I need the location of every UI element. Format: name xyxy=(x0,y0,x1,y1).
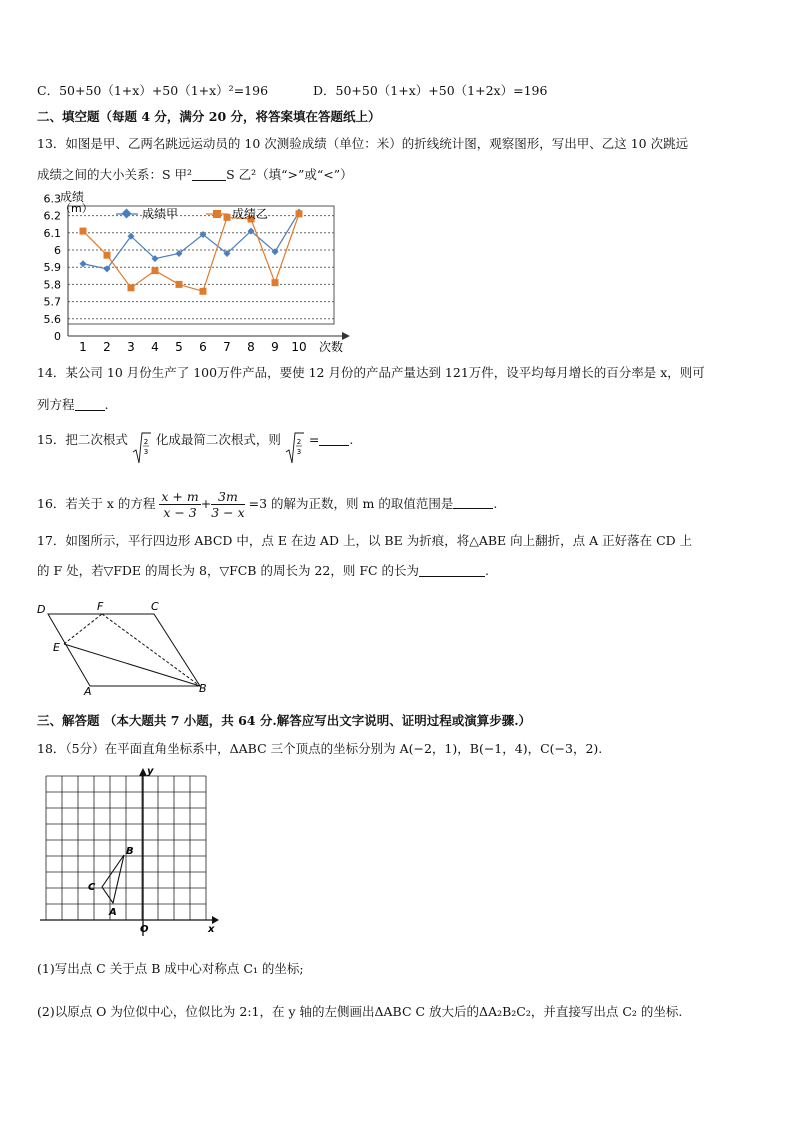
label-e: E xyxy=(53,641,60,654)
legend-label-yi: 成绩乙 xyxy=(232,207,269,221)
x-tick-label: 1 xyxy=(79,340,87,354)
x-tick-label: 7 xyxy=(223,340,231,354)
y-tick-label: 6.3 xyxy=(43,192,61,206)
q14-line1: 14．某公司 10 月份生产了 100万件产品，要使 12 月份的产品产量达到 121万件，设平均每月增长的百分率是 x，则可 xyxy=(37,365,705,380)
sqrt-num-2: 2 xyxy=(296,438,302,446)
section3-heading: 三、解答题 （本大题共 7 小题，共 64 分.解答应写出文字说明、证明过程或演算步骤.） xyxy=(37,713,532,728)
x-tick-label: 5 xyxy=(175,340,183,354)
data-point-1-9 xyxy=(296,210,303,217)
q16-f2-num: 3m xyxy=(211,489,244,505)
line-chart xyxy=(30,188,370,360)
point-c-label: C xyxy=(88,882,96,893)
coordinate-grid xyxy=(36,764,226,944)
section2-heading: 二、填空题（每题 4 分，满分 20 分，将答案填在答题纸上） xyxy=(37,109,381,124)
sqrt-two-thirds-2 xyxy=(285,430,305,466)
data-point-1-2 xyxy=(128,284,135,291)
y-tick-label: 5.8 xyxy=(43,278,61,292)
q18-part1: (1)写出点 C 关于点 B 成中心对称点 C₁ 的坐标; xyxy=(37,961,304,976)
q16-f2-den: 3 − x xyxy=(211,505,245,520)
sqrt-two-thirds-1 xyxy=(132,430,152,466)
fold-line-be xyxy=(64,644,200,686)
x-tick-label: 9 xyxy=(271,340,279,354)
q17-answer-blank xyxy=(419,564,485,577)
q15-mid: 化成最简二次根式，则 xyxy=(155,432,281,447)
q18-part2: (2)以原点 O 为位似中心，位似比为 2:1，在 y 轴的左侧画出ΔABC C 放大后的ΔA₂B₂C₂，并直接写出点 C₂ 的坐标. xyxy=(37,1004,683,1019)
data-point-0-0 xyxy=(80,260,87,267)
grid-y-arrow xyxy=(139,768,147,776)
data-point-1-6 xyxy=(224,214,231,221)
x-tick-label: 2 xyxy=(103,340,111,354)
q12-option-d: D．50+50（1+x）+50（1+2x）=196 xyxy=(313,83,548,98)
x-tick-label: 4 xyxy=(151,340,159,354)
y-tick-label: 6 xyxy=(54,244,61,257)
grid-origin-label: O xyxy=(140,924,149,935)
legend-label-jia: 成绩甲 xyxy=(142,207,179,221)
y-tick-label: 6.1 xyxy=(43,226,61,240)
data-point-1-5 xyxy=(200,288,207,295)
q16-plus: + xyxy=(200,496,212,511)
label-a: A xyxy=(84,685,92,698)
data-point-1-3 xyxy=(152,267,159,274)
plot-frame xyxy=(68,206,334,324)
q17-line2: 的 F 处，若▽FDE 的周长为 8，▽FCB 的周长为 22，则 FC 的长为 . xyxy=(37,563,490,578)
y-tick-label: 6.2 xyxy=(43,209,61,223)
q13-line2-a: 成绩之间的大小关系：S 甲² xyxy=(37,167,193,182)
sqrt-den-1: 3 xyxy=(143,448,149,456)
parallelogram-figure xyxy=(34,598,214,698)
label-b: B xyxy=(199,682,207,695)
q14-line2-text: 列方程 xyxy=(37,397,75,412)
sqrt-den-2: 3 xyxy=(296,448,302,456)
q15-pre: 15．把二次根式 xyxy=(37,432,128,447)
x-tick-label: 6 xyxy=(199,340,207,354)
x-axis-arrow xyxy=(342,332,350,340)
y-axis-label: 成绩 xyxy=(60,190,85,204)
segment-ef xyxy=(64,614,102,644)
data-point-1-4 xyxy=(176,281,183,288)
segment-fb xyxy=(102,614,200,686)
label-d: D xyxy=(37,603,46,616)
q13-line1: 13．如图是甲、乙两名跳远运动员的 10 次测验成绩（单位：米）的折线统计图，观察图形，写出甲、乙这 10 次跳远 xyxy=(37,136,689,151)
legend-marker-yi xyxy=(213,210,221,218)
q16-pre: 16．若关于 x 的方程 xyxy=(37,496,156,511)
q15-answer-blank xyxy=(319,433,349,446)
data-point-1-0 xyxy=(80,228,87,235)
x-tick-label: 8 xyxy=(247,340,255,354)
q18-line1: 18．（5分）在平面直角坐标系中，ΔABC 三个顶点的坐标分别为 A(−2，1)，B(−1，4)，C(−3，2). xyxy=(37,741,603,756)
label-f: F xyxy=(97,600,104,613)
q16-f1-den: x − 3 xyxy=(163,505,197,520)
legend xyxy=(116,206,268,221)
y-tick-label: 5.6 xyxy=(43,312,61,326)
point-a-label: A xyxy=(109,907,117,918)
series-line-1 xyxy=(83,214,299,291)
q13-answer-blank xyxy=(192,168,226,181)
x-tick-label: 3 xyxy=(127,340,135,354)
data-point-1-8 xyxy=(272,279,279,286)
grid-y-label: y xyxy=(147,766,154,777)
q13-line2 xyxy=(37,166,353,184)
data-point-1-1 xyxy=(104,252,111,259)
label-c: C xyxy=(151,600,159,613)
x-tick-label: 10 xyxy=(291,340,307,354)
q16-answer-blank xyxy=(453,496,493,509)
q14-answer-blank xyxy=(75,398,105,411)
q17-line2-text: 的 F 处，若▽FDE 的周长为 8，▽FCB 的周长为 22，则 FC 的长为 xyxy=(37,563,420,578)
q16-fraction-2 xyxy=(211,489,244,520)
q14-line2: 列方程 . xyxy=(37,397,109,412)
legend-marker-jia xyxy=(122,209,132,219)
q15-line: 15．把二次根式 2 3 化成最简二次根式，则 2 3 = . xyxy=(37,430,353,466)
point-b-label: B xyxy=(126,846,134,857)
grid-x-arrow xyxy=(212,916,219,924)
grid-x-label: x xyxy=(208,924,215,935)
q16-line: 16．若关于 x 的方程 $\frac{x + m}{x - 3}$ + $\frac{3m}{3 - x}$ =3 的解为正数，则 m 的取值范围是 . xyxy=(37,489,498,520)
y-axis-unit: （m） xyxy=(60,202,93,215)
q16-fraction-1 xyxy=(159,489,200,520)
triangle-abc xyxy=(102,855,124,903)
q12-option-c: C．50+50（1+x）+50（1+x）²=196 xyxy=(37,83,269,98)
q16-post: =3 的解为正数，则 m 的取值范围是 xyxy=(248,496,454,511)
y-tick-label: 5.7 xyxy=(43,295,61,309)
y-tick-label: 0 xyxy=(54,330,61,343)
q15-eq: = xyxy=(308,432,320,447)
q13-line2-b: S 乙²（填“>”或“<”） xyxy=(226,167,353,182)
q16-f1-num: x + m xyxy=(161,489,199,504)
sqrt-num-1: 2 xyxy=(143,438,149,446)
q17-line1: 17．如图所示，平行四边形 ABCD 中，点 E 在边 AD 上，以 BE 为折痕，将△ABE 向上翻折，点 A 正好落在 CD 上 xyxy=(37,533,693,548)
x-axis-label: 次数 xyxy=(319,340,344,354)
y-tick-label: 5.9 xyxy=(43,261,61,275)
parallelogram-abcd xyxy=(48,614,200,686)
